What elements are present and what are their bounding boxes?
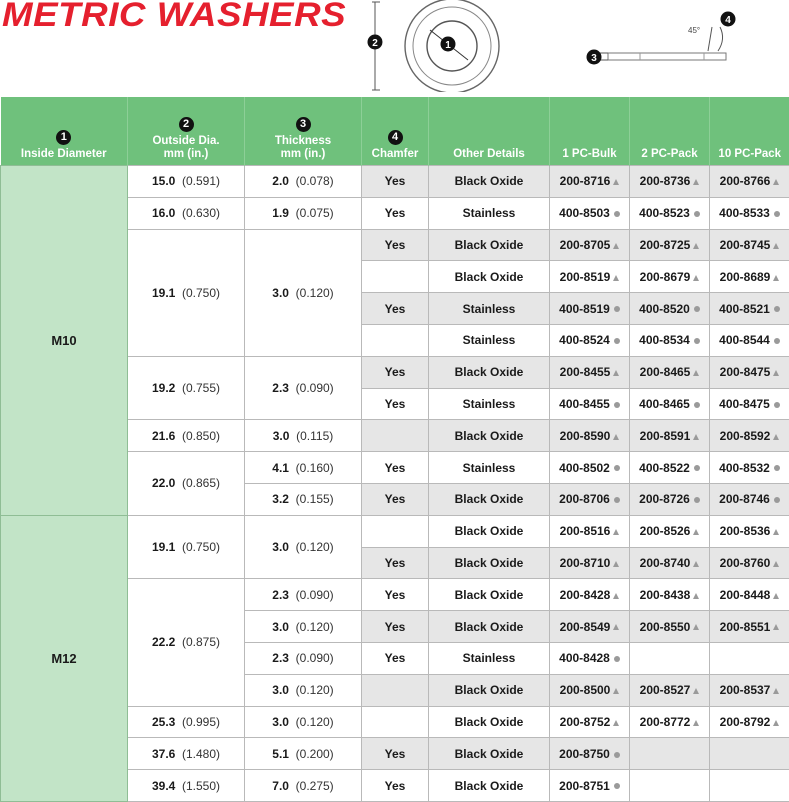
part-number-10pc-cell: 200-8537	[710, 674, 789, 706]
chamfer-cell	[362, 324, 429, 356]
part-number-10pc-cell: 200-8689	[710, 261, 789, 293]
other-details-cell: Black Oxide	[429, 674, 550, 706]
part-number-10pc-cell: 400-8532	[710, 452, 789, 484]
part-number-10pc-cell: 200-8448	[710, 579, 789, 611]
part-number-2pc-cell	[630, 770, 710, 802]
part-number-1pc-cell: 400-8503	[550, 197, 630, 229]
triangle-marker-icon	[613, 275, 619, 281]
triangle-marker-icon	[773, 688, 779, 694]
triangle-marker-icon	[773, 561, 779, 567]
triangle-marker-icon	[613, 370, 619, 376]
part-number-2pc-cell: 200-8526	[630, 515, 710, 547]
outside-diameter-cell: 19.1 (0.750)	[128, 515, 245, 579]
table-header-row	[1, 97, 789, 166]
other-details-cell: Black Oxide	[429, 483, 550, 515]
chamfer-cell: Yes	[362, 388, 429, 420]
part-number-2pc-cell: 200-8465	[630, 356, 710, 388]
thickness-cell: 3.2 (0.155)	[245, 483, 362, 515]
part-number-1pc-cell: 200-8428	[550, 579, 630, 611]
column-header	[630, 97, 710, 166]
part-number-2pc-cell	[630, 738, 710, 770]
svg-text:4: 4	[725, 15, 731, 26]
other-details-cell: Black Oxide	[429, 579, 550, 611]
chamfer-cell: Yes	[362, 483, 429, 515]
circle-marker-icon	[614, 338, 620, 344]
part-number-1pc-cell: 200-8716	[550, 166, 630, 198]
column-header	[710, 97, 789, 166]
triangle-marker-icon	[693, 275, 699, 281]
chamfer-cell: Yes	[362, 452, 429, 484]
thickness-cell: 3.0 (0.120)	[245, 706, 362, 738]
circle-marker-icon	[614, 656, 620, 662]
part-number-10pc-cell: 200-8536	[710, 515, 789, 547]
part-number-2pc-cell: 200-8726	[630, 483, 710, 515]
column-label: Thickness	[275, 135, 331, 147]
outside-diameter-cell: 21.6 (0.850)	[128, 420, 245, 452]
chamfer-cell: Yes	[362, 547, 429, 579]
chamfer-cell	[362, 420, 429, 452]
other-details-cell: Black Oxide	[429, 420, 550, 452]
part-number-1pc-cell: 200-8516	[550, 515, 630, 547]
part-number-2pc-cell: 400-8522	[630, 452, 710, 484]
part-number-10pc-cell: 200-8760	[710, 547, 789, 579]
other-details-cell: Stainless	[429, 324, 550, 356]
part-number-2pc-cell: 200-8550	[630, 611, 710, 643]
thickness-cell: 3.0 (0.120)	[245, 515, 362, 579]
triangle-marker-icon	[773, 529, 779, 535]
column-header	[362, 97, 429, 166]
column-badge-icon: 1	[56, 130, 71, 145]
chamfer-cell: Yes	[362, 611, 429, 643]
circle-marker-icon	[614, 783, 620, 789]
part-number-10pc-cell: 200-8792	[710, 706, 789, 738]
chamfer-cell: Yes	[362, 642, 429, 674]
circle-marker-icon	[694, 465, 700, 471]
other-details-cell: Black Oxide	[429, 738, 550, 770]
triangle-marker-icon	[773, 370, 779, 376]
part-number-1pc-cell: 200-8752	[550, 706, 630, 738]
triangle-marker-icon	[693, 624, 699, 630]
part-number-10pc-cell	[710, 738, 789, 770]
thickness-cell: 5.1 (0.200)	[245, 738, 362, 770]
circle-marker-icon	[694, 497, 700, 503]
part-number-2pc-cell: 200-8772	[630, 706, 710, 738]
table-row	[1, 515, 789, 547]
circle-marker-icon	[694, 211, 700, 217]
triangle-marker-icon	[773, 179, 779, 185]
other-details-cell: Black Oxide	[429, 166, 550, 198]
column-label: Outside Dia.	[152, 135, 219, 147]
triangle-marker-icon	[693, 529, 699, 535]
part-number-1pc-cell: 200-8590	[550, 420, 630, 452]
column-header	[429, 97, 550, 166]
part-number-2pc-cell: 200-8736	[630, 166, 710, 198]
circle-marker-icon	[614, 211, 620, 217]
column-label: Other Details	[453, 148, 525, 160]
part-number-2pc-cell: 400-8520	[630, 293, 710, 325]
triangle-marker-icon	[773, 593, 779, 599]
thickness-cell: 2.0 (0.078)	[245, 166, 362, 198]
part-number-2pc-cell: 200-8438	[630, 579, 710, 611]
triangle-marker-icon	[693, 179, 699, 185]
circle-marker-icon	[774, 497, 780, 503]
chamfer-cell	[362, 706, 429, 738]
circle-marker-icon	[694, 402, 700, 408]
outside-diameter-cell: 22.0 (0.865)	[128, 452, 245, 516]
part-number-10pc-cell: 400-8533	[710, 197, 789, 229]
thickness-cell: 2.3 (0.090)	[245, 642, 362, 674]
part-number-2pc-cell	[630, 642, 710, 674]
column-header	[550, 97, 630, 166]
chamfer-cell	[362, 515, 429, 547]
circle-marker-icon	[774, 338, 780, 344]
circle-marker-icon	[774, 402, 780, 408]
part-number-10pc-cell: 200-8551	[710, 611, 789, 643]
part-number-1pc-cell: 200-8710	[550, 547, 630, 579]
column-badge-icon: 4	[388, 130, 403, 145]
outside-diameter-cell: 16.0 (0.630)	[128, 197, 245, 229]
outside-diameter-cell: 39.4 (1.550)	[128, 770, 245, 802]
part-number-2pc-cell: 200-8591	[630, 420, 710, 452]
column-label: 10 PC-Pack	[718, 148, 781, 160]
thickness-cell: 1.9 (0.075)	[245, 197, 362, 229]
circle-marker-icon	[694, 306, 700, 312]
circle-marker-icon	[774, 306, 780, 312]
outside-diameter-cell: 37.6 (1.480)	[128, 738, 245, 770]
other-details-cell: Stainless	[429, 642, 550, 674]
other-details-cell: Black Oxide	[429, 706, 550, 738]
triangle-marker-icon	[693, 243, 699, 249]
chamfer-angle-label: 45°	[688, 26, 700, 35]
triangle-marker-icon	[613, 593, 619, 599]
part-number-1pc-cell: 200-8706	[550, 483, 630, 515]
circle-marker-icon	[614, 465, 620, 471]
chamfer-cell: Yes	[362, 229, 429, 261]
part-number-1pc-cell: 200-8549	[550, 611, 630, 643]
other-details-cell: Stainless	[429, 388, 550, 420]
part-number-10pc-cell: 200-8592	[710, 420, 789, 452]
chamfer-cell: Yes	[362, 770, 429, 802]
column-sublabel: mm (in.)	[281, 148, 326, 160]
outside-diameter-cell: 19.2 (0.755)	[128, 356, 245, 420]
chamfer-cell: Yes	[362, 197, 429, 229]
other-details-cell: Black Oxide	[429, 770, 550, 802]
washer-spec-table	[0, 97, 789, 802]
circle-marker-icon	[614, 402, 620, 408]
column-label: Chamfer	[372, 148, 419, 160]
triangle-marker-icon	[613, 561, 619, 567]
washer-front-diagram	[360, 0, 510, 92]
chamfer-cell	[362, 261, 429, 293]
triangle-marker-icon	[693, 593, 699, 599]
part-number-1pc-cell: 200-8519	[550, 261, 630, 293]
part-number-1pc-cell: 200-8500	[550, 674, 630, 706]
part-number-2pc-cell: 200-8679	[630, 261, 710, 293]
column-label: Inside Diameter	[21, 148, 107, 160]
column-header	[245, 97, 362, 166]
thickness-cell: 3.0 (0.120)	[245, 229, 362, 356]
svg-text:3: 3	[591, 53, 597, 64]
part-number-1pc-cell: 200-8705	[550, 229, 630, 261]
triangle-marker-icon	[613, 720, 619, 726]
inside-diameter-cell: M12	[1, 515, 128, 801]
triangle-marker-icon	[693, 370, 699, 376]
other-details-cell: Black Oxide	[429, 229, 550, 261]
triangle-marker-icon	[773, 243, 779, 249]
column-label: 2 PC-Pack	[641, 148, 697, 160]
thickness-cell: 3.0 (0.120)	[245, 611, 362, 643]
part-number-10pc-cell: 200-8475	[710, 356, 789, 388]
column-header	[128, 97, 245, 166]
outside-diameter-cell: 19.1 (0.750)	[128, 229, 245, 356]
triangle-marker-icon	[773, 434, 779, 440]
part-number-10pc-cell: 200-8746	[710, 483, 789, 515]
chamfer-cell: Yes	[362, 166, 429, 198]
part-number-10pc-cell: 400-8475	[710, 388, 789, 420]
part-number-10pc-cell: 200-8766	[710, 166, 789, 198]
washer-side-diagram	[580, 5, 750, 80]
part-number-10pc-cell: 200-8745	[710, 229, 789, 261]
other-details-cell: Black Oxide	[429, 356, 550, 388]
triangle-marker-icon	[613, 688, 619, 694]
column-sublabel: mm (in.)	[164, 148, 209, 160]
chamfer-cell: Yes	[362, 293, 429, 325]
part-number-1pc-cell: 400-8428	[550, 642, 630, 674]
circle-marker-icon	[614, 752, 620, 758]
part-number-10pc-cell: 400-8521	[710, 293, 789, 325]
chamfer-cell: Yes	[362, 579, 429, 611]
circle-marker-icon	[774, 211, 780, 217]
column-header	[1, 97, 128, 166]
part-number-1pc-cell: 400-8519	[550, 293, 630, 325]
part-number-2pc-cell: 400-8465	[630, 388, 710, 420]
other-details-cell: Stainless	[429, 197, 550, 229]
other-details-cell: Black Oxide	[429, 515, 550, 547]
column-badge-icon: 2	[179, 117, 194, 132]
part-number-10pc-cell: 400-8544	[710, 324, 789, 356]
chamfer-cell	[362, 674, 429, 706]
part-number-2pc-cell: 400-8534	[630, 324, 710, 356]
part-number-1pc-cell: 200-8750	[550, 738, 630, 770]
part-number-2pc-cell: 200-8527	[630, 674, 710, 706]
table-row	[1, 166, 789, 198]
triangle-marker-icon	[693, 720, 699, 726]
part-number-1pc-cell: 400-8455	[550, 388, 630, 420]
triangle-marker-icon	[613, 179, 619, 185]
triangle-marker-icon	[613, 624, 619, 630]
thickness-cell: 2.3 (0.090)	[245, 579, 362, 611]
thickness-cell: 4.1 (0.160)	[245, 452, 362, 484]
chamfer-cell: Yes	[362, 356, 429, 388]
part-number-10pc-cell	[710, 642, 789, 674]
triangle-marker-icon	[773, 275, 779, 281]
svg-text:1: 1	[445, 40, 451, 51]
circle-marker-icon	[694, 338, 700, 344]
thickness-cell: 7.0 (0.275)	[245, 770, 362, 802]
outside-diameter-cell: 22.2 (0.875)	[128, 579, 245, 706]
outside-diameter-cell: 15.0 (0.591)	[128, 166, 245, 198]
thickness-cell: 3.0 (0.115)	[245, 420, 362, 452]
part-number-2pc-cell: 200-8740	[630, 547, 710, 579]
chamfer-cell: Yes	[362, 738, 429, 770]
column-label: 1 PC-Bulk	[562, 148, 616, 160]
other-details-cell: Black Oxide	[429, 261, 550, 293]
part-number-1pc-cell: 200-8751	[550, 770, 630, 802]
other-details-cell: Stainless	[429, 293, 550, 325]
triangle-marker-icon	[613, 434, 619, 440]
triangle-marker-icon	[613, 243, 619, 249]
part-number-2pc-cell: 400-8523	[630, 197, 710, 229]
page-title: METRIC WASHERS	[2, 0, 346, 35]
triangle-marker-icon	[773, 624, 779, 630]
part-number-1pc-cell: 400-8502	[550, 452, 630, 484]
other-details-cell: Black Oxide	[429, 611, 550, 643]
part-number-1pc-cell: 400-8524	[550, 324, 630, 356]
triangle-marker-icon	[773, 720, 779, 726]
circle-marker-icon	[774, 465, 780, 471]
thickness-cell: 3.0 (0.120)	[245, 674, 362, 706]
triangle-marker-icon	[613, 529, 619, 535]
outside-diameter-cell: 25.3 (0.995)	[128, 706, 245, 738]
part-number-2pc-cell: 200-8725	[630, 229, 710, 261]
thickness-cell: 2.3 (0.090)	[245, 356, 362, 420]
triangle-marker-icon	[693, 688, 699, 694]
other-details-cell: Stainless	[429, 452, 550, 484]
svg-text:2: 2	[372, 38, 378, 49]
circle-marker-icon	[614, 497, 620, 503]
triangle-marker-icon	[693, 561, 699, 567]
other-details-cell: Black Oxide	[429, 547, 550, 579]
inside-diameter-cell: M10	[1, 166, 128, 516]
part-number-1pc-cell: 200-8455	[550, 356, 630, 388]
triangle-marker-icon	[693, 434, 699, 440]
circle-marker-icon	[614, 306, 620, 312]
part-number-10pc-cell	[710, 770, 789, 802]
column-badge-icon: 3	[296, 117, 311, 132]
